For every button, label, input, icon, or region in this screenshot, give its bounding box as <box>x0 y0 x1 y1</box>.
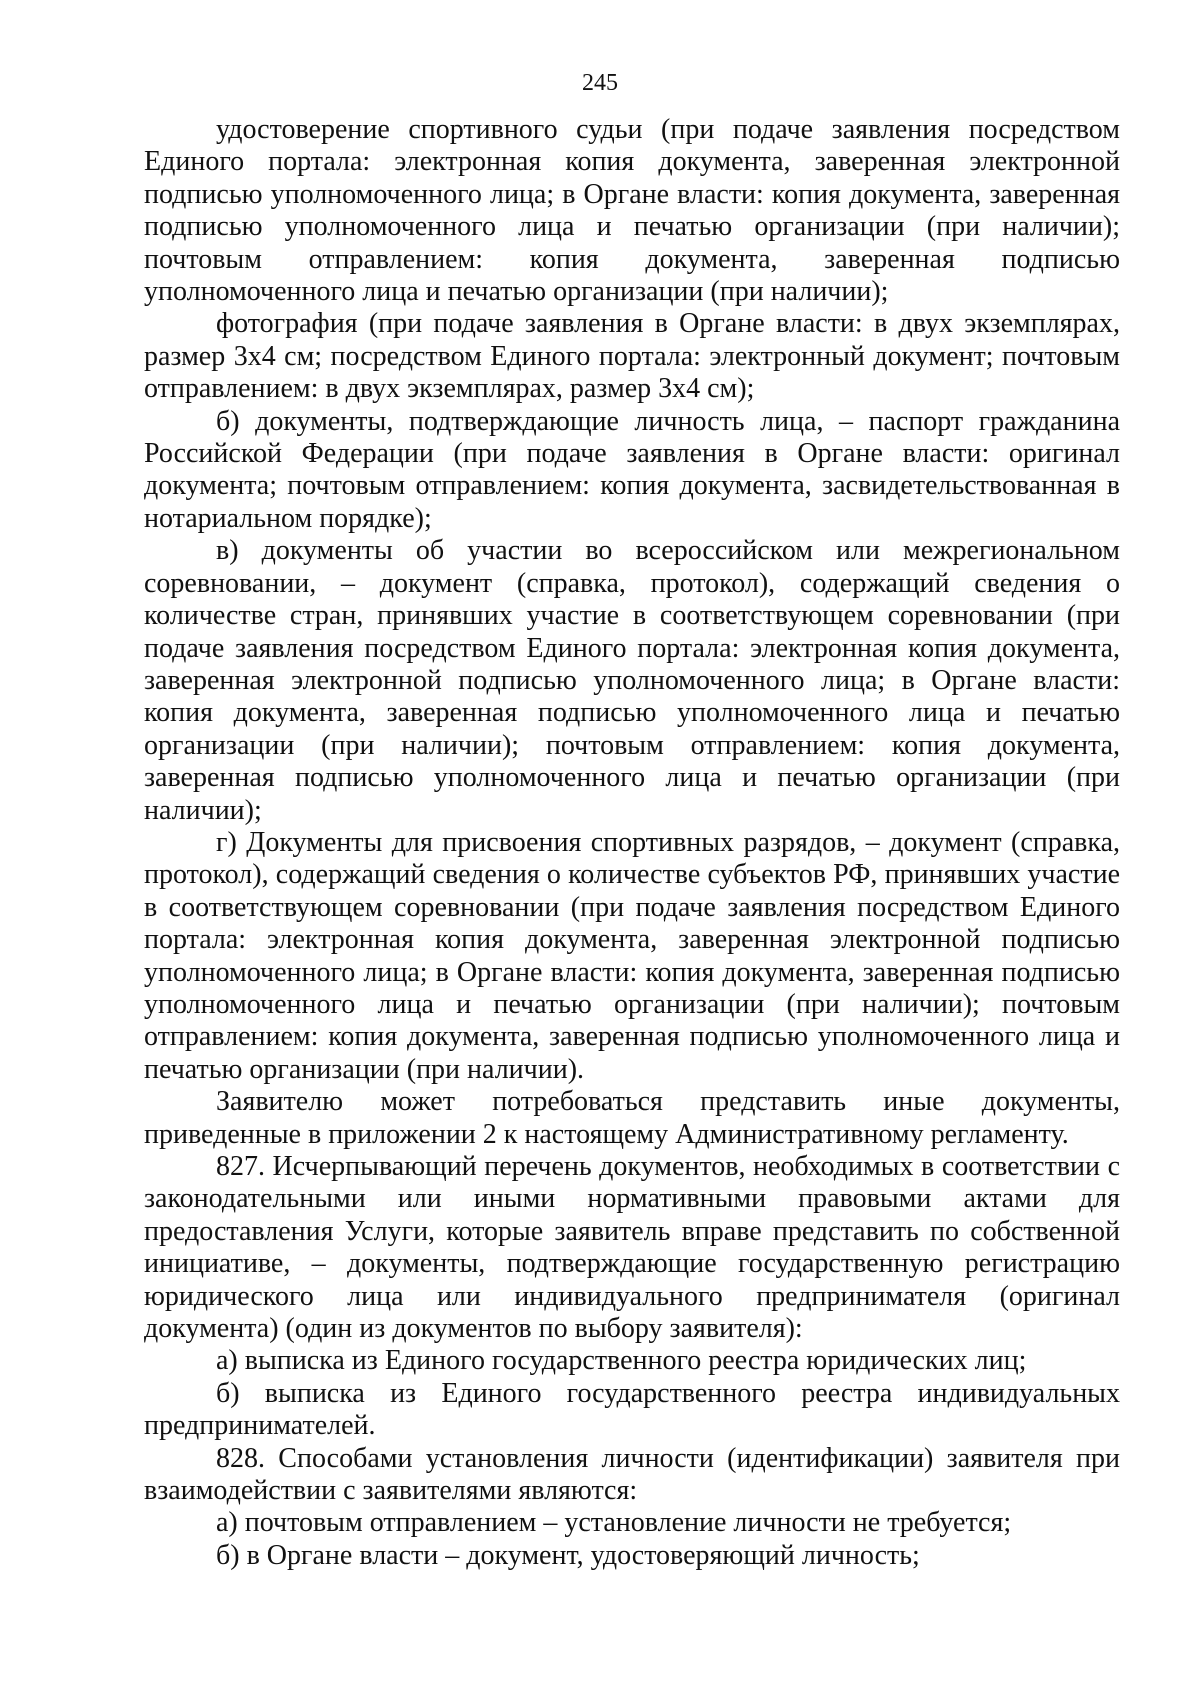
paragraph-827: 827. Исчерпывающий перечень документов, необходимых в соответствии с законодательными или иными нормативными правовыми актами для предоставления Услуги, которые заявитель вправе представить по собственной инициативе, – документы, подтверждающие государственную регистрацию юридического лица или индивидуального предпринимателя (оригинал документа) (один из документов по выбору заявителя): <box>144 1151 1120 1345</box>
paragraph-judge-certificate: удостоверение спортивного судьи (при подаче заявления посредством Единого портала: электронная копия документа, заверенная электронной подписью уполномоченного лица; в Органе власти: копия документа, заверенная подписью уполномоченного лица и печатью организации (при наличии); почтовым отправлением: копия документа, заверенная подписью уполномоченного лица и печатью организации (при наличии); <box>144 114 1120 308</box>
paragraph-828-b: б) в Органе власти – документ, удостоверяющий личность; <box>216 1539 920 1571</box>
paragraph-identity-documents: б) документы, подтверждающие личность лица, – паспорт гражданина Российской Федерации (при подаче заявления в Органе власти: оригинал документа; почтовым отправлением: копия документа, засвидетельствованная в нотариальном порядке); <box>144 405 1120 534</box>
paragraph-photograph: фотография (при подаче заявления в Органе власти: в двух экземплярах, размер 3х4 см; посредством Единого портала: электронный документ; почтовым отправлением: в двух экземплярах, размер 3х4 см); <box>144 308 1120 405</box>
paragraph-827-b: б) выписка из Единого государственного реестра индивидуальных предпринимателей. <box>144 1377 1120 1442</box>
page-number: 245 <box>582 70 618 96</box>
paragraph-827-a: а) выписка из Единого государственного реестра юридических лиц; <box>216 1345 1027 1377</box>
paragraph-other-documents: Заявителю может потребоваться представить иные документы, приведенные в приложении 2 к настоящему Административному регламенту. <box>144 1086 1120 1150</box>
paragraph-828: 828. Способами установления личности (идентификации) заявителя при взаимодействии с заявителями являются: <box>144 1442 1120 1507</box>
paragraph-828-a: а) почтовым отправлением – установление личности не требуется; <box>216 1507 1012 1539</box>
paragraph-competition-participation: в) документы об участии во всероссийском или межрегиональном соревновании, – документ (справка, протокол), содержащий сведения о количестве стран, принявших участие в соответствующем соревновании (при подаче заявления посредством Единого портала: электронная копия документа, заверенная электронной подписью уполномоченного лица; в Органе власти: копия документа, заверенная подписью уполномоченного лица и печатью организации (при наличии); почтовым отправлением: копия документа, заверенная подписью уполномоченного лица и печатью организации (при наличии); <box>144 535 1120 826</box>
paragraph-sports-ranks: г) Документы для присвоения спортивных разрядов, – документ (справка, протокол), содержащий сведения о количестве субъектов РФ, принявших участие в соответствующем соревновании (при подаче заявления посредством Единого портала: электронная копия документа, заверенная электронной подписью уполномоченного лица; в Органе власти: копия документа, заверенная подписью уполномоченного лица и печатью организации (при наличии); почтовым отправлением: копия документа, заверенная подписью уполномоченного лица и печатью организации (при наличии). <box>144 826 1120 1085</box>
document-body <box>144 114 1120 1572</box>
